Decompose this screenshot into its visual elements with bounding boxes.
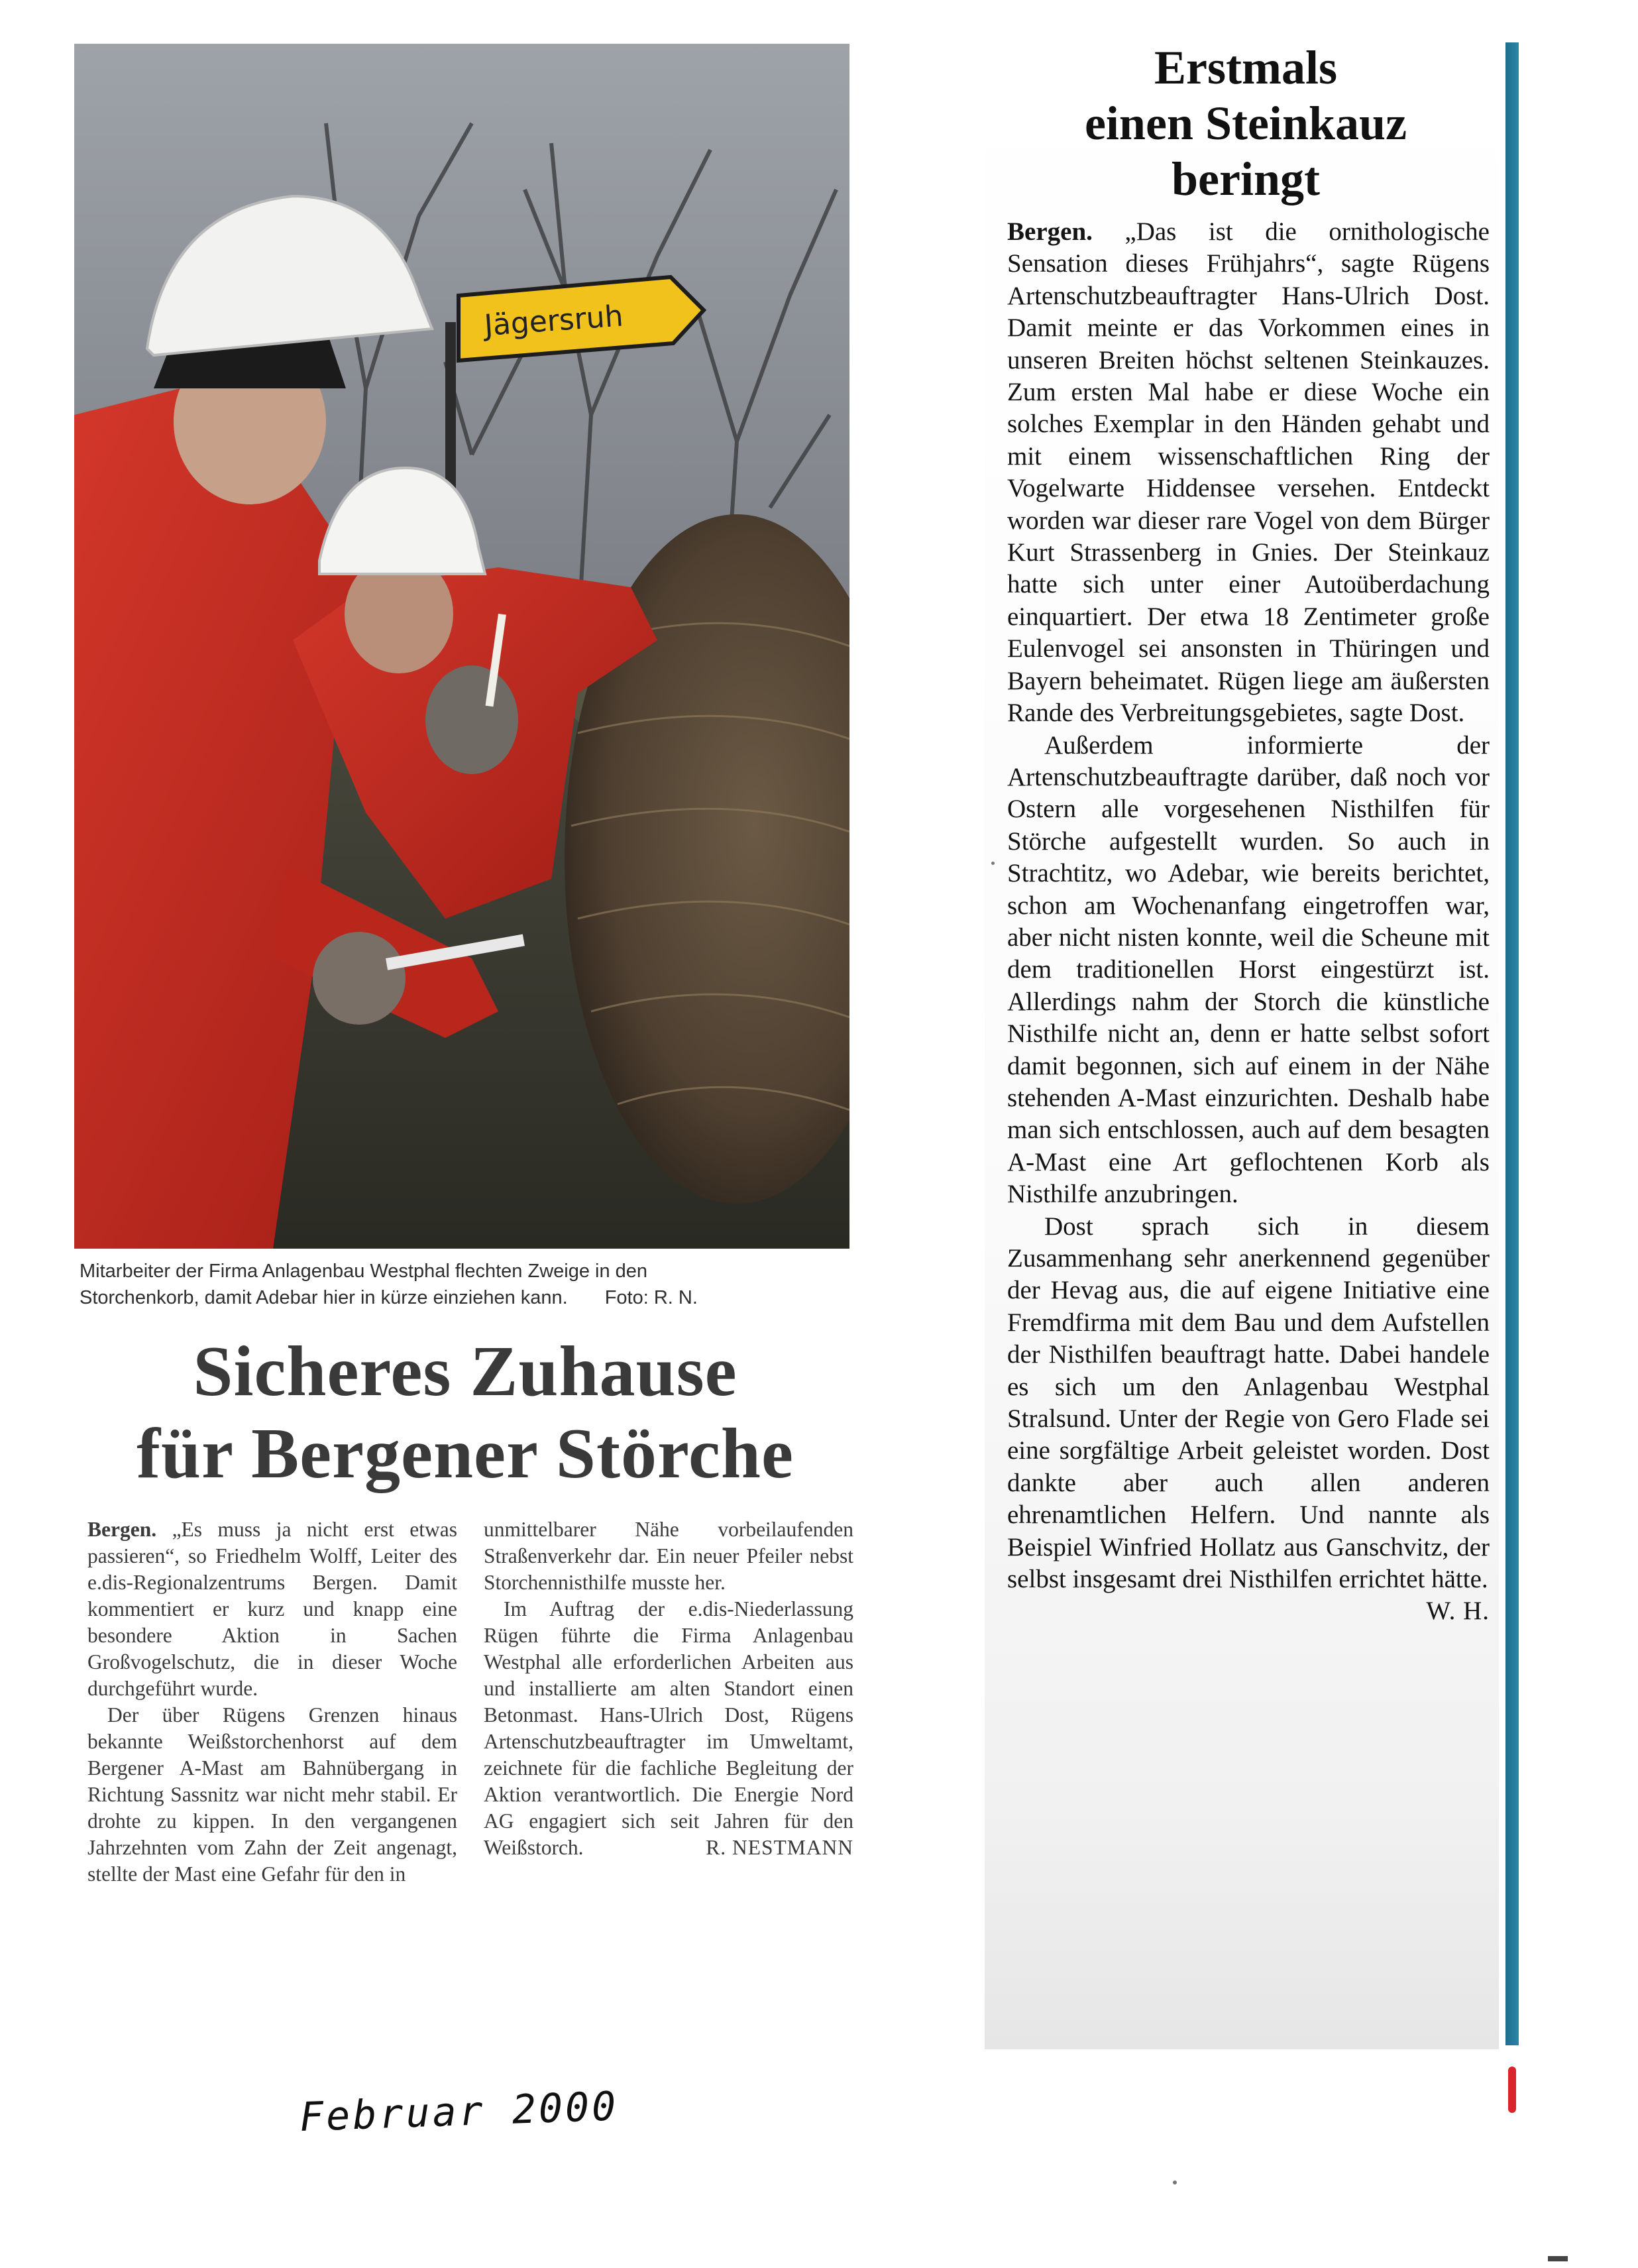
author-signoff: R. NESTMANN xyxy=(706,1836,853,1859)
dateline: Bergen. xyxy=(87,1518,157,1541)
photo-credit: Foto: R. N. xyxy=(604,1287,698,1308)
left-headline-line-1: Sicheres Zuhause xyxy=(193,1332,737,1411)
right-headline-line-3: beringt xyxy=(1172,152,1320,205)
red-edge-mark xyxy=(1508,2067,1516,2113)
author-signoff: W. H. xyxy=(1426,1597,1490,1626)
right-article-paragraph: Außerdem informierte der Artenschutzbeauftragte darüber, daß noch vor Ostern alle vorgesehenen Nisthilfen für Störche aufgestellt wurden. So auch in Strachtitz, wo Adebar, wie bereits berichtet, schon am Wochenanfang eingetroffen war, aber nicht nisten konnte, weil die Scheune mit dem traditionellen Horst eingestürzt ist. Allerdings nahm der Storch die künstliche Nisthilfe nicht an, denn er hatte selbst sofort damit begonnen, sich auf einem in der Nähe stehenden A-Mast einzurichten. Deshalb habe man sich entschlossen, auch auf dem besagten A-Mast eine Art geflochtenen Korb als Nisthilfe anzubringen. xyxy=(1007,730,1490,1209)
left-article-headline xyxy=(74,1331,856,1495)
right-article-paragraph xyxy=(1007,1211,1490,1626)
right-article-headline xyxy=(994,40,1498,207)
left-headline-line-2: für Bergener Störche xyxy=(136,1414,794,1493)
left-article-paragraph: Der über Rügens Grenzen hinaus bekannte Weißstorchenhorst auf dem Bergener A-Mast am Bahnübergang in Richtung Sassnitz war nicht mehr stabil. Er drohte zu kippen. In den vergangenen Jahrzehnten vom Zahn der Zeit angenagt, stellte der Mast eine Gefahr für den in xyxy=(87,1703,457,1886)
scan-speck xyxy=(991,862,995,865)
right-headline-line-2: einen Steinkauz xyxy=(1084,97,1407,150)
caption-line-1: Mitarbeiter der Firma Anlagenbau Westphal flechten Zweige in den xyxy=(80,1261,648,1282)
article-photo xyxy=(74,44,849,1249)
dateline: Bergen. xyxy=(1007,217,1093,246)
right-article-body xyxy=(1007,216,1490,1628)
left-article-paragraph: unmittelbarer Nähe vorbeilaufenden Straßenverkehr dar. Ein neuer Pfeiler nebst Storchennisthilfe musste her. xyxy=(484,1518,853,1594)
paragraph-text: Im Auftrag der e.dis-Niederlassung Rügen führte die Firma Anlagenbau Westphal alle erforderlichen Arbeiten aus und installierte am alten Standort einen Betonmast. Hans-Ulrich Dost, Rügens Artenschutzbeauftragter im Umweltamt, zeichnete für die fachliche Begleitung der Aktion verantwortlich. Die Energie Nord AG engagiert sich seit Jahren für den Weißstorch. xyxy=(484,1597,853,1859)
handwritten-date-note: Februar 2000 xyxy=(298,2083,620,2141)
right-article-paragraph xyxy=(1007,216,1490,730)
scan-dash-mark xyxy=(1548,2256,1568,2261)
scan-speck xyxy=(1173,2181,1177,2184)
clipping-edge-bar xyxy=(1505,42,1519,2045)
left-article-column-2 xyxy=(484,1516,853,1861)
paragraph-text: „Es muss ja nicht erst etwas passieren“, so Friedhelm Wolff, Leiter des e.dis-Regionalzentrums Bergen. Damit kommentiert er kurz und knapp eine besondere Aktion in Sachen Großvogelschutz, die in dieser Woche durchgeführt wurde. xyxy=(87,1518,457,1700)
paragraph-text: Dost sprach sich in diesem Zusammenhang sehr anerkennend gegenüber der Hevag aus, die auf eigene Initiative eine Fremdfirma mit dem Bau und dem Aufstellen der Nisthilfen beauftragt hatte. Dabei handele es sich um den Anlagenbau Westphal Stralsund. Unter der Regie von Gero Flade sei eine sorgfältige Arbeit geleistet worden. Dost dankte aber auch allen anderen ehrenamtlichen Helfern. Und nannte als Beispiel Winfried Hollatz aus Ganschvitz, der selbst insgesamt drei Nisthilfen errichtet hätte. xyxy=(1007,1212,1490,1594)
left-article-paragraph xyxy=(484,1596,853,1861)
photo-illustration xyxy=(74,44,849,1249)
paragraph-text: „Das ist die ornithologische Sensation dieses Frühjahrs“, sagte Rügens Artenschutzbeauftragter Hans-Ulrich Dost. Damit meinte er das Vorkommen eines in unseren Breiten höchst seltenen Steinkauzes. Zum ersten Mal habe er diese Woche ein solches Exemplar in den Händen gehabt und mit einem wissenschaftlichen Ring der Vogelwarte Hiddensee versehen. Entdeckt worden war dieser rare Vogel von dem Bürger Kurt Strassenberg in Gnies. Der Steinkauz hatte sich unter einer Autoüberdachung einquartiert. Der etwa 18 Zentimeter große Eulenvogel sei ansonsten in Thüringen und Bayern beheimatet. Rügen liege am äußersten Rande des Verbreitungsgebietes, sagte Dost. xyxy=(1007,217,1490,728)
left-article-column-1 xyxy=(87,1516,457,1888)
sign-text: Jägersruh xyxy=(483,299,625,343)
caption-line-2 xyxy=(80,1284,855,1311)
caption-line-2-text: Storchenkorb, damit Adebar hier in kürze einziehen kann. xyxy=(80,1287,568,1308)
left-article-paragraph xyxy=(87,1516,457,1702)
right-headline-line-1: Erstmals xyxy=(1154,41,1337,94)
photo-caption xyxy=(80,1258,855,1311)
